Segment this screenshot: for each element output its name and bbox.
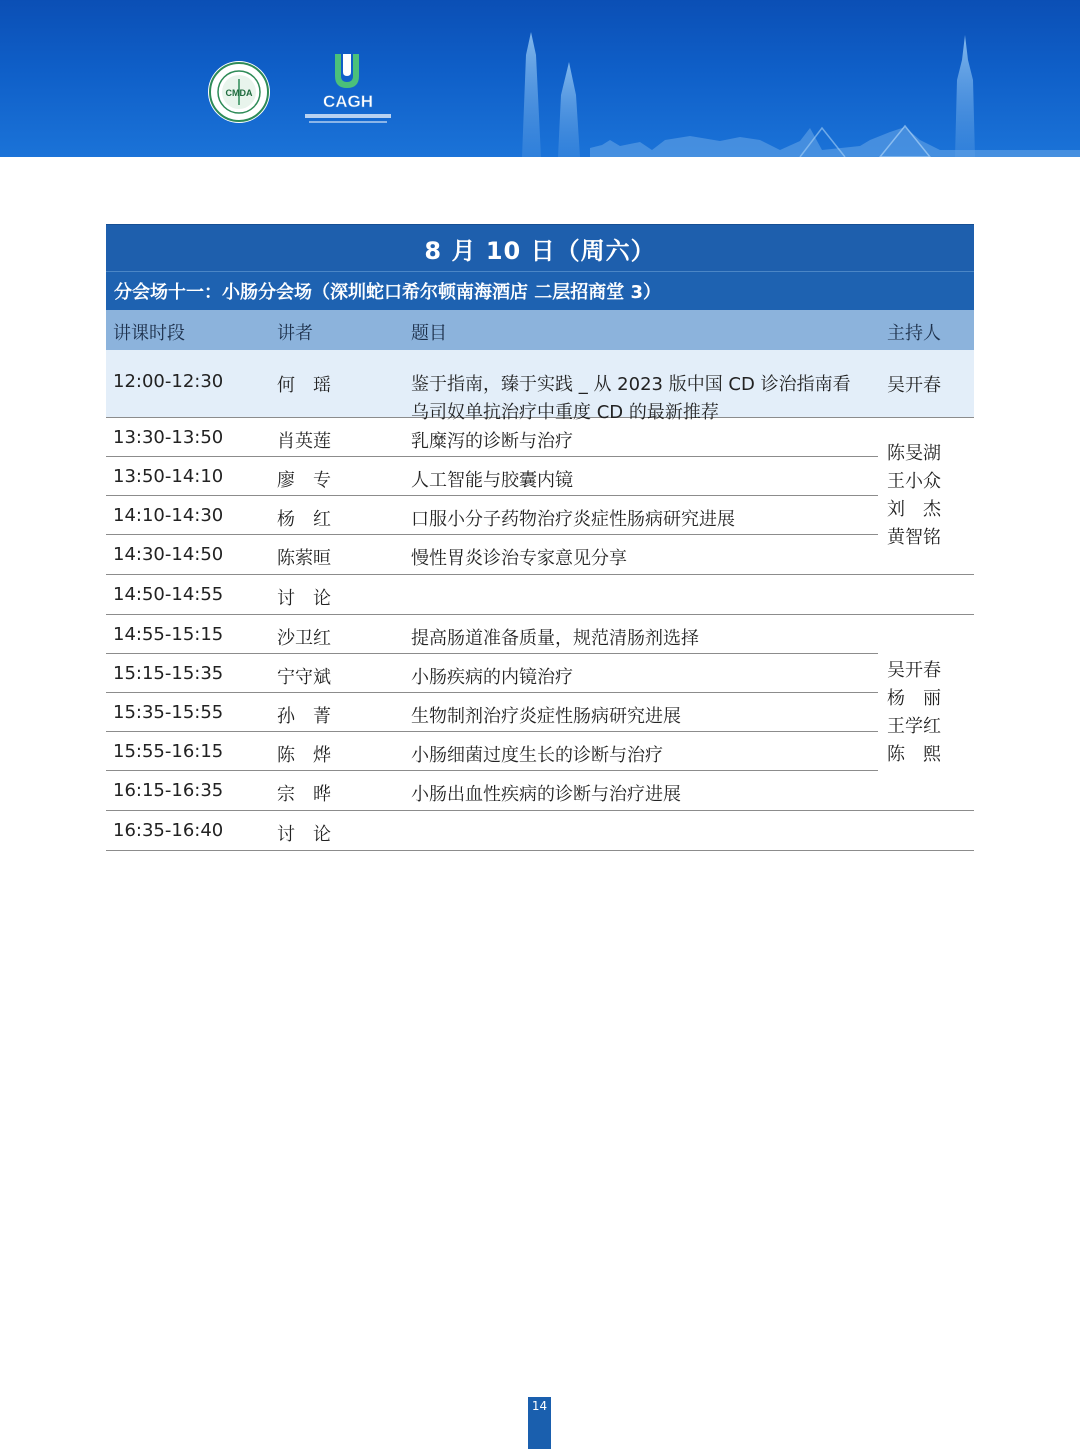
row-time: 14:55-15:15	[113, 624, 224, 645]
host-list-group-2	[887, 657, 941, 769]
row-speaker: 陈 烨	[277, 745, 331, 766]
session-title: 分会场十一：小肠分会场（深圳蛇口希尔顿南海酒店 二层招商堂 3）	[106, 271, 974, 310]
row-topic: 慢性胃炎诊治专家意见分享	[411, 548, 627, 569]
column-header-host: 主持人	[887, 323, 941, 344]
date-header: 8 月 10 日（周六）	[106, 224, 974, 271]
row-speaker: 孙 菁	[277, 706, 331, 727]
row-topic: 小肠细菌过度生长的诊断与治疗	[411, 745, 663, 766]
schedule-table	[106, 224, 974, 851]
row-time: 14:30-14:50	[113, 544, 224, 565]
row-time: 15:35-15:55	[113, 702, 224, 723]
column-header-row	[106, 310, 974, 350]
row-host: 吴开春	[887, 375, 941, 396]
row-time: 15:15-15:35	[113, 663, 224, 684]
row-time: 16:15-16:35	[113, 780, 224, 801]
row-time: 13:50-14:10	[113, 466, 224, 487]
row-speaker: 宁守斌	[277, 667, 331, 688]
row-topic: 乳糜泻的诊断与治疗	[411, 431, 573, 452]
row-topic: 口服小分子药物治疗炎症性肠病研究进展	[411, 509, 735, 530]
row-time: 14:10-14:30	[113, 505, 224, 526]
header-banner	[0, 0, 1080, 157]
host-name: 陈 熙	[887, 744, 941, 765]
page-number: 14	[528, 1397, 551, 1449]
row-speaker: 杨 红	[277, 509, 331, 530]
row-topic: 鉴于指南，臻于实践 _ 从 2023 版中国 CD 诊治指南看乌司奴单抗治疗中重度 CD 的最新推荐	[411, 374, 851, 423]
svg-text:CMDA: CMDA	[225, 88, 253, 98]
host-name: 刘 杰	[887, 499, 941, 520]
row-speaker: 陈萦晅	[277, 548, 331, 569]
city-skyline-illustration	[0, 0, 1080, 157]
row-time: 14:50-14:55	[113, 584, 224, 605]
row-speaker: 沙卫红	[277, 628, 331, 649]
cmda-logo	[208, 61, 270, 123]
host-name: 王学红	[887, 716, 941, 737]
cagh-logo	[303, 50, 393, 128]
table-row	[106, 732, 974, 771]
host-list-group-1	[887, 440, 941, 552]
row-speaker: 肖英莲	[277, 431, 331, 452]
row-topic: 小肠出血性疾病的诊断与治疗进展	[411, 784, 681, 805]
session-group-1	[106, 418, 974, 575]
row-speaker: 宗 晔	[277, 784, 331, 805]
table-row	[106, 693, 974, 732]
row-speaker: 讨 论	[277, 824, 331, 845]
host-name: 陈旻湖	[887, 443, 941, 464]
table-row	[106, 535, 974, 575]
table-row	[106, 615, 974, 654]
table-row	[106, 654, 974, 693]
table-row	[106, 771, 974, 811]
table-row	[106, 457, 974, 496]
session-group-2	[106, 615, 974, 811]
table-row-discussion	[106, 811, 974, 851]
table-row	[106, 418, 974, 457]
row-topic: 提高肠道准备质量，规范清肠剂选择	[411, 628, 699, 649]
row-speaker: 廖 专	[277, 470, 331, 491]
column-header-topic: 题目	[411, 323, 447, 344]
row-speaker: 何 瑶	[277, 375, 331, 396]
host-name: 杨 丽	[887, 688, 941, 709]
row-time: 15:55-16:15	[113, 741, 224, 762]
svg-text:CAGH: CAGH	[322, 92, 374, 111]
column-header-speaker: 讲者	[277, 323, 313, 344]
host-name: 黄智铭	[887, 527, 941, 548]
host-name: 王小众	[887, 471, 941, 492]
row-topic: 生物制剂治疗炎症性肠病研究进展	[411, 706, 681, 727]
row-topic: 人工智能与胶囊内镜	[411, 470, 573, 491]
row-topic: 小肠疾病的内镜治疗	[411, 667, 573, 688]
table-row	[106, 350, 974, 423]
column-header-time: 讲课时段	[113, 323, 185, 344]
table-row	[106, 496, 974, 535]
row-time: 13:30-13:50	[113, 427, 224, 448]
table-row-discussion	[106, 575, 974, 615]
row-time: 16:35-16:40	[113, 820, 224, 841]
row-speaker: 讨 论	[277, 588, 331, 609]
host-name: 吴开春	[887, 660, 941, 681]
row-time: 12:00-12:30	[113, 371, 224, 392]
